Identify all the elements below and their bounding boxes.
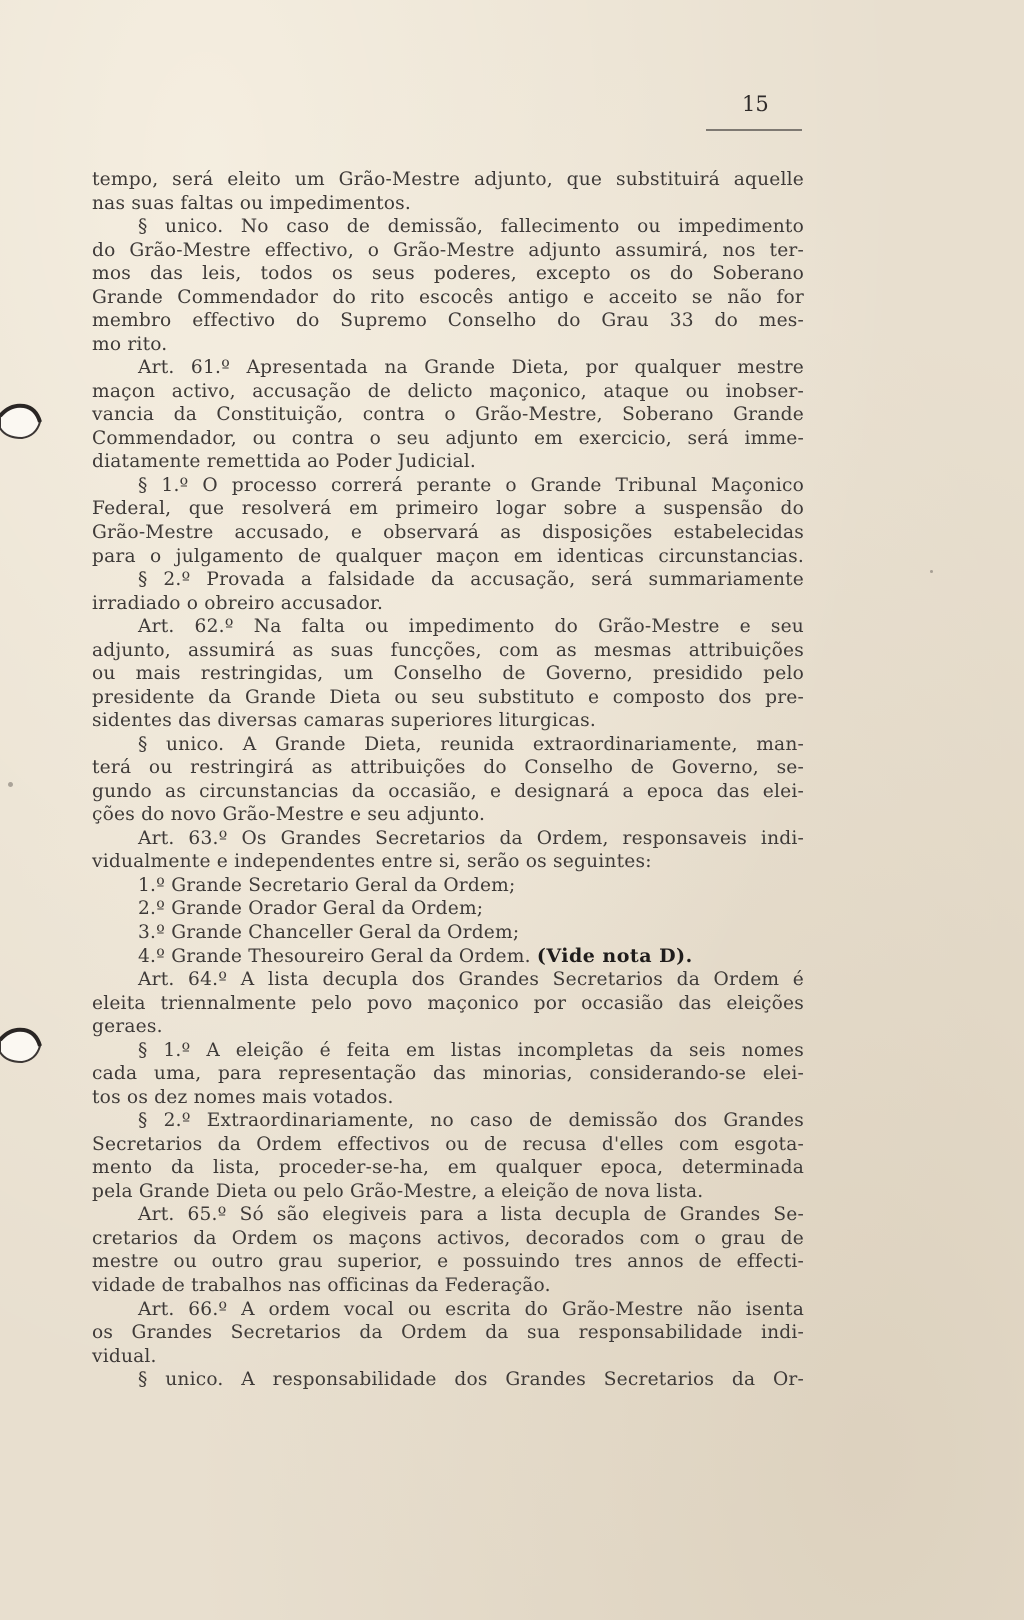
text-line: ou mais restringidas, um Conselho de Governo, presidido pelo bbox=[92, 663, 804, 685]
text-line: tempo, será eleito um Grão-Mestre adjunto, que substituirá aquelle bbox=[92, 169, 804, 190]
text-line: vidade de trabalhos nas officinas da Federação. bbox=[92, 1274, 551, 1296]
text-line: Grande Commendador do rito escocês antigo e acceito se não for bbox=[92, 286, 804, 308]
text-line: para o julgamento de qualquer maçon em identicas circunstancias. bbox=[92, 545, 804, 567]
text-line: Art. 63.º Os Grandes Secretarios da Ordem, responsaveis indi- bbox=[138, 827, 804, 849]
text-line: gundo as circunstancias da occasião, e designará a epoca das elei- bbox=[92, 780, 804, 802]
page-number: 15 bbox=[742, 92, 769, 116]
text-line: § 1.º A eleição é feita em listas incompletas da seis nomes bbox=[138, 1039, 804, 1061]
page-number-rule bbox=[706, 129, 802, 131]
text-line: mo rito. bbox=[92, 333, 168, 355]
text-line: Grão-Mestre accusado, e observará as disposições estabelecidas bbox=[92, 521, 804, 543]
text-line: Art. 62.º Na falta ou impedimento do Grão-Mestre e seu bbox=[138, 616, 804, 638]
paper-speck bbox=[930, 570, 933, 573]
text-line: mestre ou outro grau superior, e possuindo tres annos de effecti- bbox=[92, 1251, 804, 1273]
text-line-with-note bbox=[92, 945, 804, 969]
vide-nota-annotation: (Vide nota D). bbox=[536, 944, 693, 967]
text-line: membro effectivo do Supremo Conselho do Grau 33 do mes- bbox=[92, 310, 804, 332]
text-line: Art. 64.º A lista decupla dos Grandes Secretarios da Ordem é bbox=[138, 969, 804, 991]
text-line: adjunto, assumirá as suas funcções, com as mesmas attribuições bbox=[92, 639, 804, 661]
text-line: ções do novo Grão-Mestre e seu adjunto. bbox=[92, 804, 486, 826]
text-line: Art. 66.º A ordem vocal ou escrita do Grão-Mestre não isenta bbox=[138, 1298, 804, 1320]
text-line: nas suas faltas ou impedimentos. bbox=[92, 192, 412, 214]
text-line: diatamente remettida ao Poder Judicial. bbox=[92, 451, 477, 473]
text-line: § 2.º Provada a falsidade da accusação, será summariamente bbox=[138, 569, 804, 591]
text-line: 1.º Grande Secretario Geral da Ordem; bbox=[138, 874, 516, 896]
text-line: tos os dez nomes mais votados. bbox=[92, 1086, 394, 1108]
text-line: os Grandes Secretarios da Ordem da sua responsabilidade indi- bbox=[92, 1322, 804, 1344]
text-line: § 1.º O processo correrá perante o Grande Tribunal Maçonico bbox=[138, 474, 804, 496]
text-line: § unico. A Grande Dieta, reunida extraordinariamente, man- bbox=[138, 733, 804, 755]
text-line: terá ou restringirá as attribuições do Conselho de Governo, se- bbox=[92, 757, 804, 779]
punch-hole-icon bbox=[0, 398, 46, 444]
text-line: presidente da Grande Dieta ou seu substituto e composto dos pre- bbox=[92, 686, 804, 708]
text-line: cada uma, para representação das minorias, considerando-se elei- bbox=[92, 1063, 804, 1085]
text-line: 3.º Grande Chanceller Geral da Ordem; bbox=[138, 922, 520, 943]
text-line: maçon activo, accusação de delicto maçonico, ataque ou inobser- bbox=[92, 380, 804, 402]
text-line: vidual. bbox=[92, 1345, 157, 1367]
text-line: irradiado o obreiro accusador. bbox=[92, 592, 384, 614]
text-line: geraes. bbox=[92, 1016, 163, 1038]
text-line: mos das leis, todos os seus poderes, excepto os do Soberano bbox=[92, 263, 804, 285]
text-line: Art. 61.º Apresentada na Grande Dieta, por qualquer mestre bbox=[138, 357, 804, 379]
text-line: cretarios da Ordem os maçons activos, decorados com o grau de bbox=[92, 1227, 804, 1249]
text-line: mento da lista, proceder-se-ha, em qualquer epoca, determinada bbox=[92, 1157, 804, 1179]
text-line: vidualmente e independentes entre si, serão os seguintes: bbox=[92, 851, 652, 873]
document-body bbox=[92, 168, 804, 1392]
text-line: Art. 65.º Só são elegiveis para a lista decupla de Grandes Se- bbox=[138, 1204, 804, 1226]
text-line: Secretarios da Ordem effectivos ou de recusa d'elles com esgota- bbox=[92, 1133, 804, 1155]
text-line: § 2.º Extraordinariamente, no caso de demissão dos Grandes bbox=[138, 1110, 804, 1132]
text-line: do Grão-Mestre effectivo, o Grão-Mestre adjunto assumirá, nos ter- bbox=[92, 239, 804, 261]
text-line: § unico. No caso de demissão, fallecimento ou impedimento bbox=[138, 216, 804, 238]
text-line: vancia da Constituição, contra o Grão-Mestre, Soberano Grande bbox=[92, 404, 804, 426]
text-line: eleita triennalmente pelo povo maçonico por occasião das eleições bbox=[92, 992, 804, 1014]
text-line: pela Grande Dieta ou pelo Grão-Mestre, a eleição de nova lista. bbox=[92, 1180, 704, 1202]
text-line: Federal, que resolverá em primeiro logar sobre a suspensão do bbox=[92, 498, 804, 520]
text-line: 4.º Grande Thesoureiro Geral da Ordem. bbox=[138, 945, 531, 967]
punch-hole-icon bbox=[0, 1022, 46, 1068]
paper-speck bbox=[8, 782, 13, 787]
text-line: sidentes das diversas camaras superiores liturgicas. bbox=[92, 710, 596, 732]
text-line: Commendador, ou contra o seu adjunto em exercicio, será imme- bbox=[92, 427, 804, 449]
text-line: 2.º Grande Orador Geral da Ordem; bbox=[138, 898, 484, 920]
text-line: § unico. A responsabilidade dos Grandes Secretarios da Or- bbox=[138, 1369, 804, 1391]
